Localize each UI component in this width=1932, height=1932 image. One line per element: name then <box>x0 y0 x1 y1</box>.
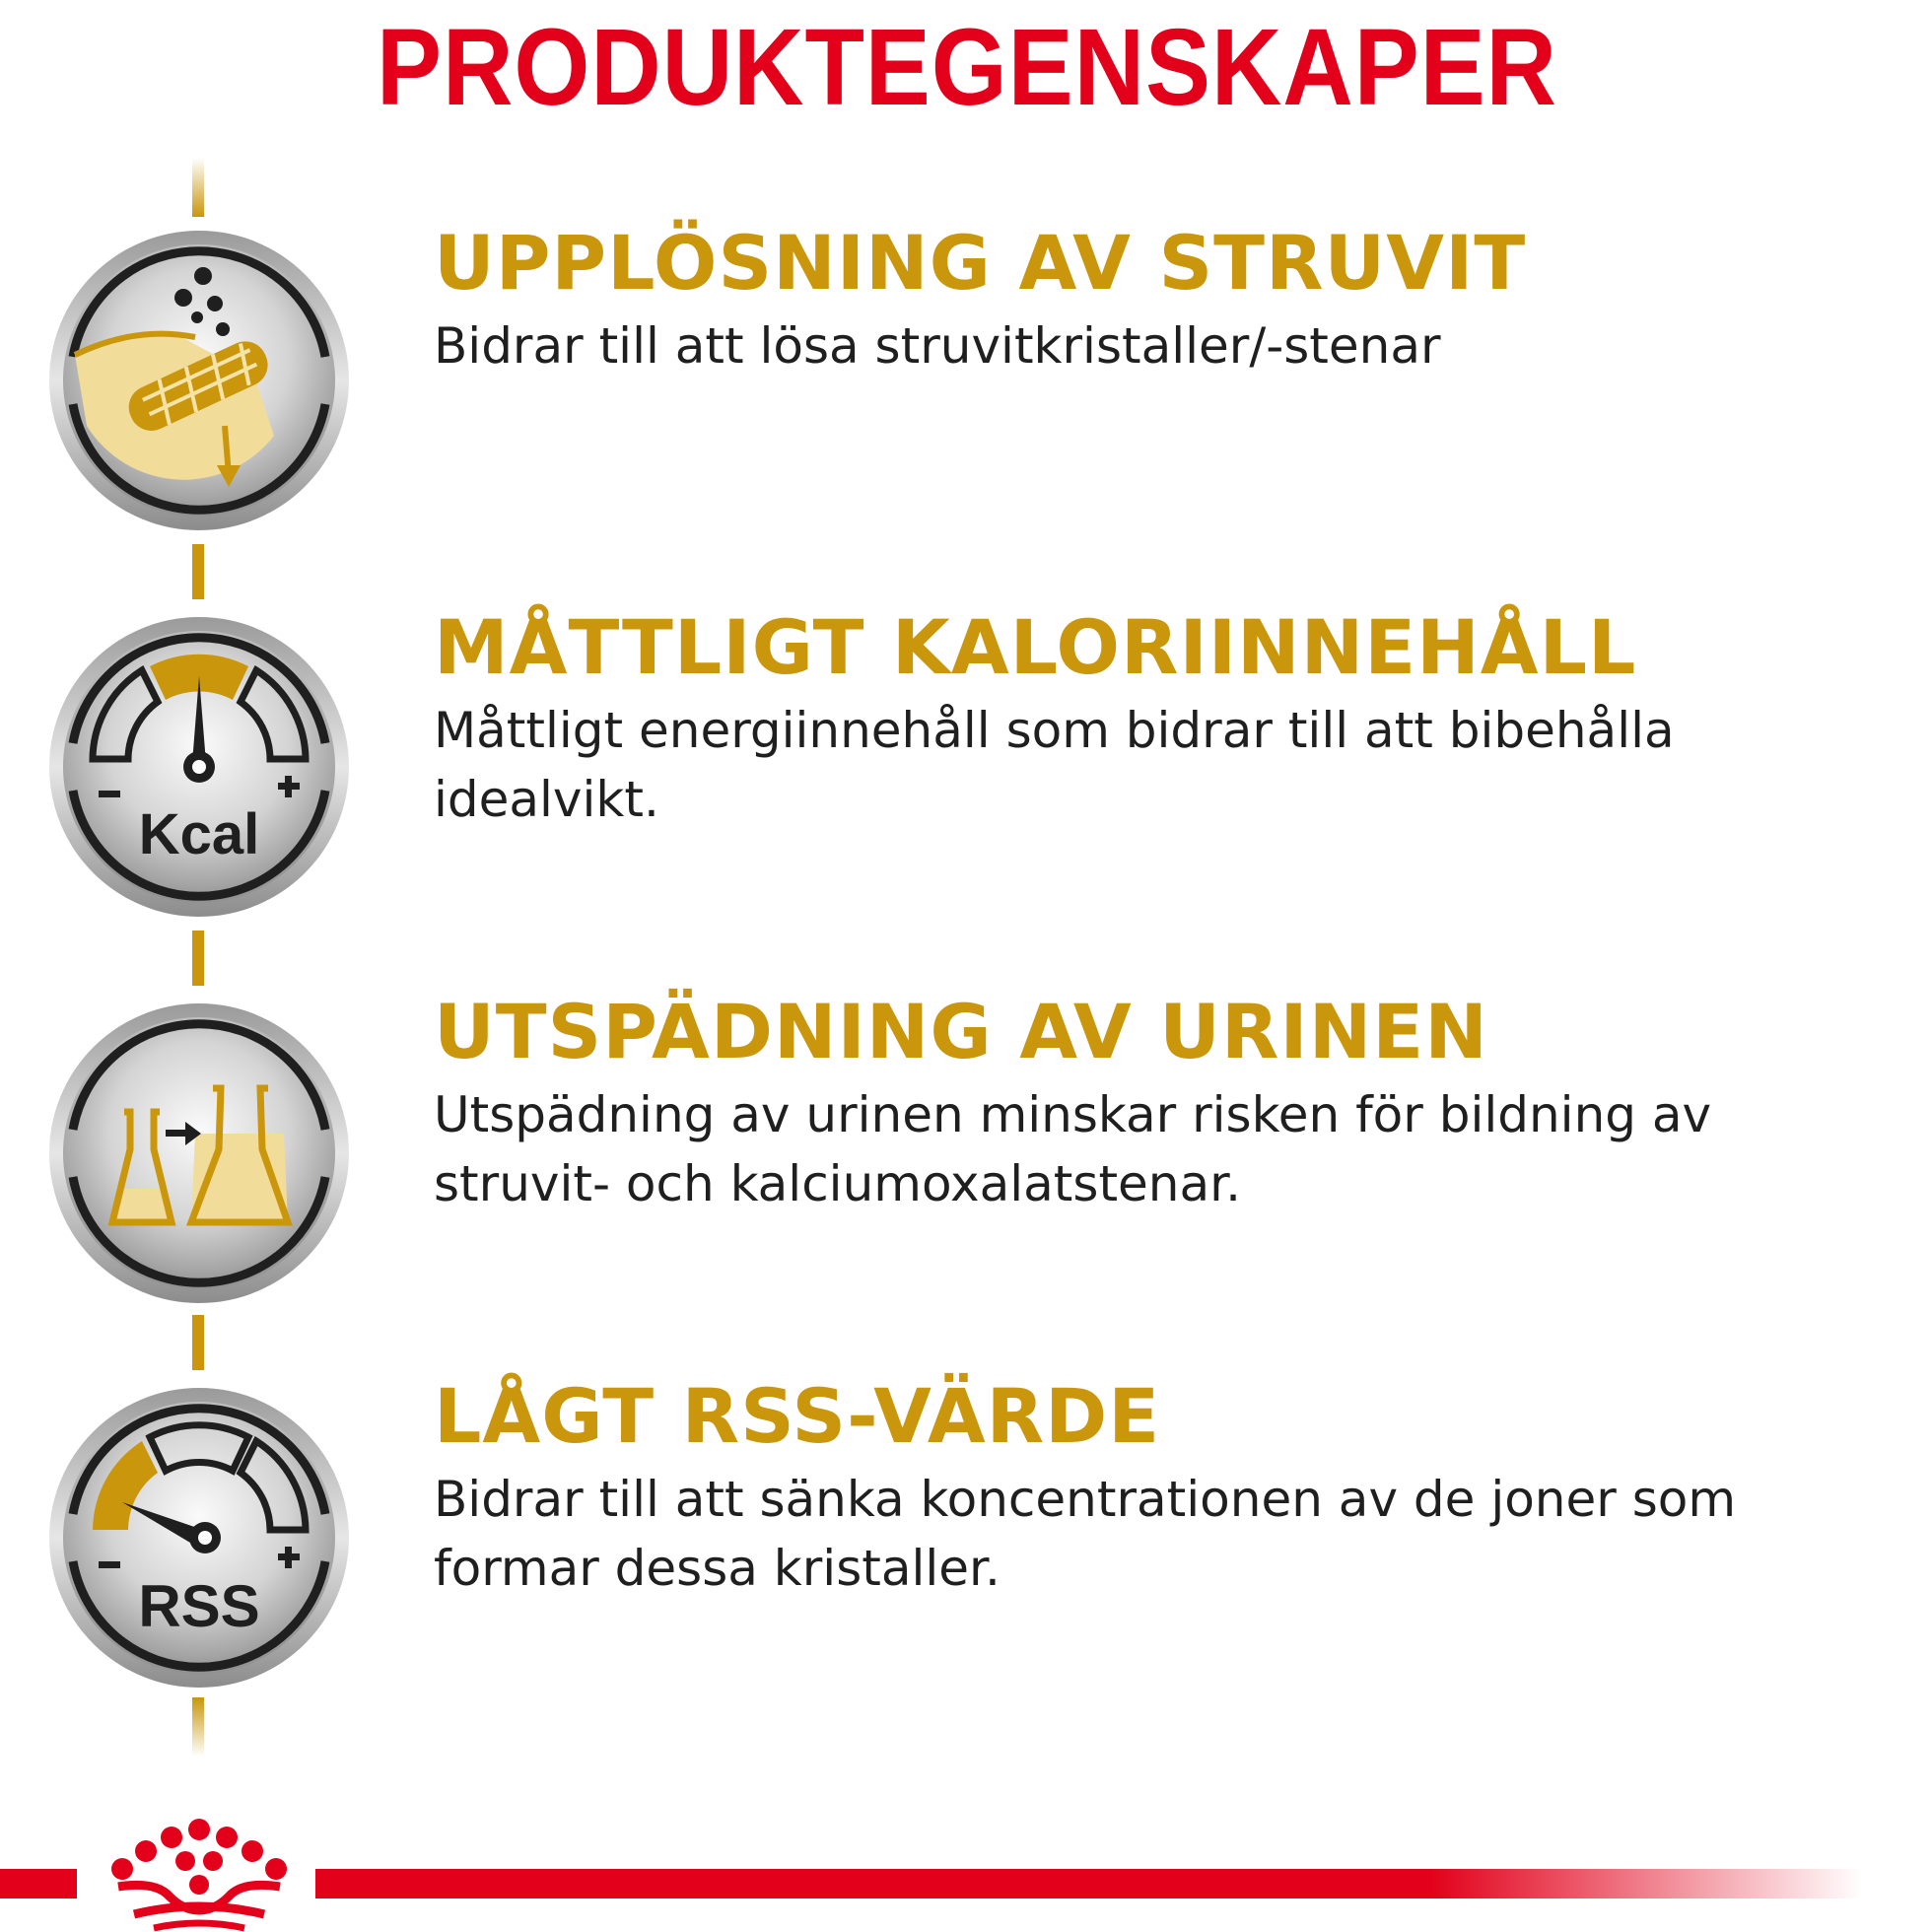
kcal-icon-label: Kcal <box>138 802 260 866</box>
feature-heading-rss: LÅGT RSS-VÄRDE <box>434 1372 1161 1460</box>
feature-heading-dilution: UTSPÄDNING AV URINEN <box>434 988 1488 1075</box>
feature-heading-calories: MÅTTLIGT KALORIINNEHÅLL <box>434 603 1637 691</box>
feature-description-rss: Bidrar till att sänka koncentrationen av de joner som formar dessa kristaller. <box>434 1471 1737 1597</box>
brand-line-left <box>0 1869 77 1898</box>
feature-description-struvite: Bidrar till att lösa struvitkristaller/-stenar <box>434 317 1441 375</box>
feature-description-calories: Måttligt energiinnehåll som bidrar till att bibehålla idealvikt. <box>434 702 1675 828</box>
kcal-gauge-icon <box>47 615 351 919</box>
rss-gauge-icon <box>47 1386 351 1690</box>
feature-description-dilution: Utspädning av urinen minskar risken för bildning av struvit- och kalciumoxalatstenar. <box>434 1086 1712 1212</box>
connector-line-top <box>192 158 204 217</box>
brand-line-right <box>315 1869 1863 1898</box>
struvite-dissolution-icon <box>47 229 351 532</box>
connector-line-1 <box>192 544 204 599</box>
connector-line-3 <box>192 1315 204 1370</box>
urine-dilution-icon <box>47 1001 351 1305</box>
connector-line-bottom <box>192 1697 204 1757</box>
feature-heading-struvite: UPPLÖSNING AV STRUVIT <box>434 219 1527 307</box>
page-title: PRODUKTEGENSKAPER <box>377 7 1557 128</box>
connector-line-2 <box>192 931 204 986</box>
royal-canin-crown-logo <box>95 1816 304 1932</box>
rss-icon-label: RSS <box>138 1573 260 1639</box>
